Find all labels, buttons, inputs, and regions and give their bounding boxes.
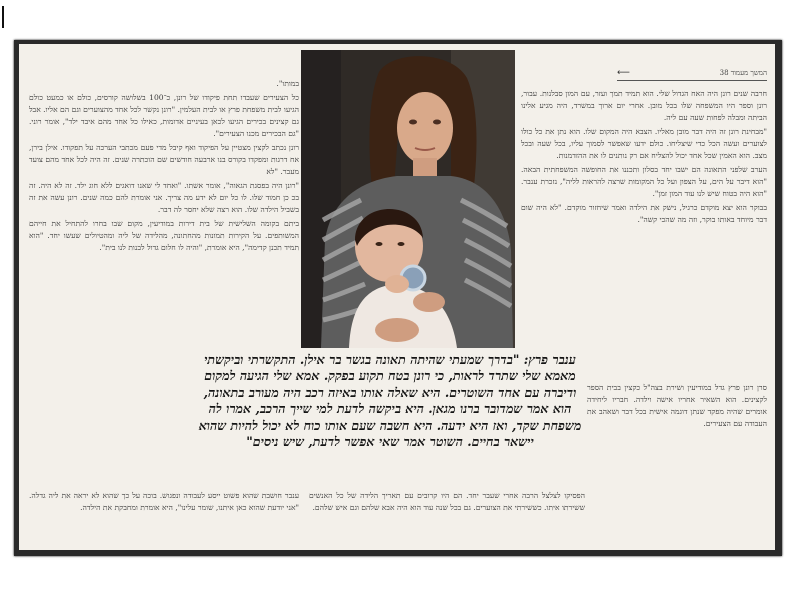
article-column-right-bottom [587, 382, 767, 488]
paragraph: בבוקר הוא יצא מוקדם כרגיל, נישק את הילדה ואמר שיחזור מוקדם. "לא היה שום דבר מיוחד באותו בוקר, וזה מה שהכי קשה". [521, 203, 767, 224]
page-continuation-label: המשך מעמוד 38 [719, 69, 767, 77]
paragraph: כל הצעירים שעבדו תחת פיקודו של רונן, כ־100 בשלושה קורסים, כולם או כמעט כולם הגיעו לבית משפחת פרץ או לבית העלמין. "רונן נקשר לכל אחד מהצוערים וגם הם אליו. אבל גם קצינים בכירים הגיעו לכאן בעיניים אדומות, כאילו כל אחד מהם איבד ילד", אומר רוני. "גם הבכירים מכנו הצעירים". [29, 93, 299, 138]
page-continuation-header [617, 66, 767, 81]
paragraph: סרן רונן פרץ גדל במודיעין ושירת בצה"ל כקצין בבית הספר לקצינים. הוא השאיר אחריו אישה וילדה. חבריו ליחידה אומרים שהיה מפקד שנתן דוגמה אישית בכל דבר ושאהב את העבודה עם הצעירים. [587, 383, 767, 428]
pull-quote-text: "בדרך שמעתי שהיתה תאונה בגשר בר אילן. התקשרתי וביקשתי מאמא שלי שתרד לראות, כי רונן בטח תקוע בפקק. אמא שלי הגיעה למקום ודיברה עם אחד השוטרים. היא שאלה אותו באיזה רכב היה מעורב בתאונה, הוא אמר שמדובר ברנו מגאן. היא ביקשה לדעת למי שייך הרכב, אמרו לה משפחת שקד, ואז היא ידעה. היא חשבה שעם אותו כוח לא יכול להיות שהוא יישאר בחיים. השוטר אמר שאי אפשר לדעת, שיש ניסים" [198, 352, 582, 450]
paragraph: הפסיקו לצלצל הרבה אחרי שעבר יחד. הם היו קרובים עם תאריך הלידה של כל האנשים ששירתו איתו. כששירתי את הצוערים. גם בכל שנה עוד הוא היה אבא שלהם וגם איש שלהם. [309, 491, 585, 512]
article-column-right [521, 88, 767, 380]
paragraph: ביתם בקומה השלישית של בית דירות במודיעין, מקום שבו בחרו להתחיל את חייהם המשותפים. על הקירות תמונות מהחתונה, מהלידה של ליה ומהטיולים שעשו יחד. "הוא תמיד תכנן קדימה", היא אומרת, "והיה לו חלום גדול לבנות לנו בית". [29, 219, 299, 252]
pull-quote-speaker: ענבר פרץ: [523, 352, 576, 367]
article-photo [301, 50, 515, 348]
paragraph: "מבחינת רונן זה היה דבר מובן מאליו. הצבא היה המקום שלו. הוא נתן את כל כולו לצוערים ועשה הכל כדי שיצליחו. כולם ידעו שאפשר לסמוך עליו, בכל שעה ובכל מצב. הוא האמין שכל אחד יכול להצליח אם רק נותנים לו את ההזדמנות. [521, 127, 767, 160]
article-column-left [29, 78, 299, 378]
woman-with-baby-photo [301, 50, 515, 348]
corner-mark [2, 6, 4, 28]
paragraph: "רונן היה בפסגת הגאוה", אומר אשתו. "ואחד לי שאנו דואגים ללא חוג ילד. זה לא היה. זה בכ כן חמוד שלו. לו כל יום לא ידע מה צריך. אני אומרת להם כמה שנים. רונן עשה את זה בשביל הילדה שלו. הוא רצה שלא יחסר לה דבר. [29, 181, 299, 214]
newspaper-clipping [14, 40, 782, 556]
paragraph: ענבר חושבת שהוא פשוט ייסע לעבודה ונפגוש. בוכה על כך שהוא לא יראה את ליה גדלה. "אני יודעת שהוא כאן איתנו, שומר עלינו", היא אומרת ומחבקת את הילדה. [29, 491, 299, 512]
clipping-page [19, 44, 775, 550]
paragraph: במותו". [276, 79, 299, 88]
article-column-left-bottom [29, 490, 299, 546]
paragraph: חרבה שנים רונן היה האח הגדול שלי. הוא תמיד תמך ועזר, עם המון סבלנות. עבור, רונן וספר היו המשפחה שלו בכל מובן. אחרי יום ארוך במשרד, היה מגיע אלינו הביתה ומבלה לפחות שעה עם ליה. [521, 89, 767, 122]
article-column-center-bottom [309, 490, 585, 546]
continuation-arrow-icon: ⟵ [617, 68, 630, 78]
paragraph: הערב שלפני התאונה הם ישבו יחד בסלון ותכננו את החופשה המשפחתית הבאה. "הוא דיבר על הים, על הצפון ועל כל המקומות שרצה להראות לליה", נזכרת ענבר. "הוא היה בטוח שיש לנו עוד המון זמן". [521, 165, 767, 198]
paragraph: רונן נכתב לקצין מצטיין על הפיקוד ואף קיבל מדי פעם מכתבי הערכה על תפקודו. אילן בירן, אח דרגות ומפקדו בקורס בנו ארבעה חודשים שם הוכתרה שנים. זה היה לכל אחד מהם צועד מעבר. "לא [29, 143, 299, 176]
pull-quote [197, 352, 583, 484]
